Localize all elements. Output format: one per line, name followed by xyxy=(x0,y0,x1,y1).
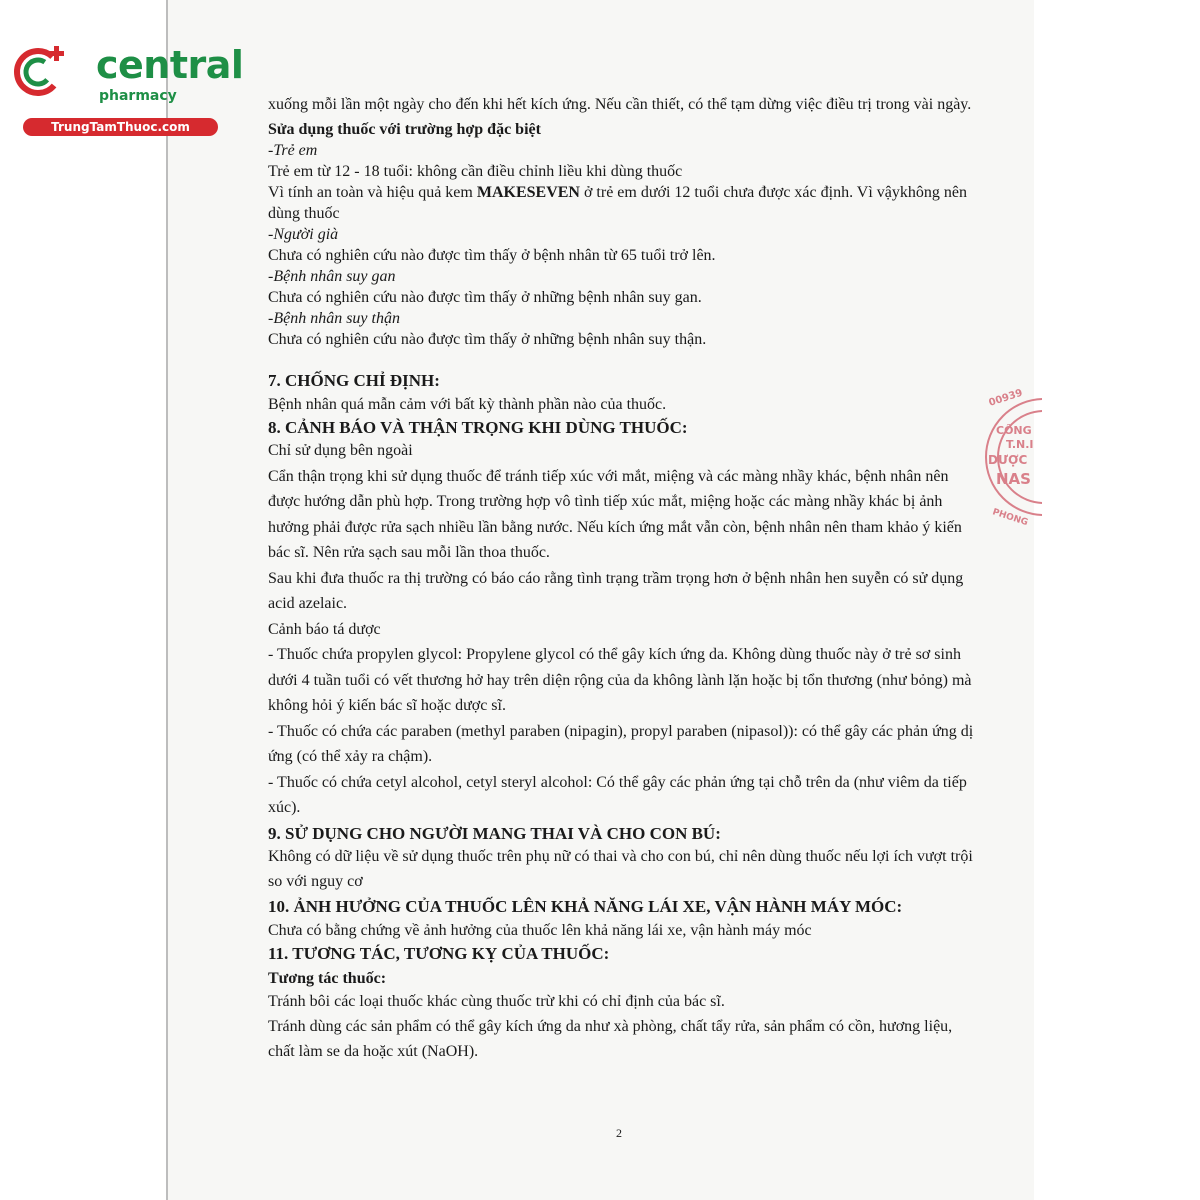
page-number: 2 xyxy=(616,1126,622,1140)
company-stamp xyxy=(982,382,1042,532)
stamp-number: 00939 xyxy=(987,387,1025,409)
section-8-p6: - Thuốc có chứa các paraben (methyl paraben (nipagin), propyl paraben (nipasol)): có thể gây các phản ứng dị ứng (có thể xảy ra chậm). xyxy=(268,722,974,765)
children-text-1: Trẻ em từ 12 - 18 tuổi: không cần điều chỉnh liều khi dùng thuốc xyxy=(268,163,683,180)
section-7-heading: 7. CHỐNG CHỈ ĐỊNH: xyxy=(268,371,440,390)
section-11-p1: Tránh bôi các loại thuốc khác cùng thuốc trừ khi có chỉ định của bác sĩ. xyxy=(268,992,725,1010)
kidney-label: -Bệnh nhân suy thận xyxy=(268,310,400,327)
liver-label: -Bệnh nhân suy gan xyxy=(268,268,396,285)
interactions-subheading: Tương tác thuốc: xyxy=(268,969,387,987)
logo-brand: central xyxy=(96,43,244,87)
stamp-line1: CÔNG xyxy=(996,424,1032,437)
logo-mark-icon xyxy=(10,40,70,100)
elderly-text: Chưa có nghiên cứu nào được tìm thấy ở bệnh nhân từ 65 tuổi trở lên. xyxy=(268,247,716,264)
kidney-text: Chưa có nghiên cứu nào được tìm thấy ở những bệnh nhân suy thận. xyxy=(268,331,707,348)
special-cases-heading: Sửa dụng thuốc với trường hợp đặc biệt xyxy=(268,121,541,138)
section-8-p2: Cẩn thận trọng khi sử dụng thuốc để tránh tiếp xúc với mắt, miệng và các màng nhầy khác, bệnh nhân nên được hướng dẫn phù hợp. Trong trường hợp vô tình tiếp xúc mắt, miệng hoặc các màng nhầy khác bị ảnh hưởng phải được rửa sạch nhiều lần bằng nước. Nếu kích ứng mắt vẫn còn, bệnh nhân nên tham khảo ý kiến bác sĩ. Nên rửa sạch sau mỗi lần thoa thuốc. xyxy=(268,467,962,561)
section-9-heading: 9. SỬ DỤNG CHO NGƯỜI MANG THAI VÀ CHO CON BÚ: xyxy=(268,823,721,843)
central-pharmacy-logo xyxy=(10,36,244,136)
children-label: -Trẻ em xyxy=(268,142,318,159)
section-8-heading: 8. CẢNH BÁO VÀ THẬN TRỌNG KHI DÙNG THUỐC: xyxy=(268,418,688,437)
section-8-p3: Sau khi đưa thuốc ra thị trường có báo cáo rằng tình trạng trầm trọng hơn ở bệnh nhân hen suyễn có sử dụng acid azelaic. xyxy=(268,569,964,612)
paragraph-dosage-continued: xuống mỗi lần một ngày cho đến khi hết kích ứng. Nếu cần thiết, có thể tạm dừng việc điều trị trong vài ngày. xyxy=(268,96,972,113)
logo-subtitle: pharmacy xyxy=(99,88,177,104)
section-9-text: Không có dữ liệu về sử dụng thuốc trên phụ nữ có thai và cho con bú, chỉ nên dùng thuốc nếu lợi ích vượt trội so với nguy cơ xyxy=(268,847,973,890)
section-10-text: Chưa có bằng chứng về ảnh hưởng của thuốc lên khả năng lái xe, vận hành máy móc xyxy=(268,921,812,939)
section-11-heading: 11. TƯƠNG TÁC, TƯƠNG KỴ CỦA THUỐC: xyxy=(268,943,610,963)
section-8-p4: Cảnh báo tá dược xyxy=(268,620,381,638)
section-10-heading: 10. ẢNH HƯỞNG CỦA THUỐC LÊN KHẢ NĂNG LÁI XE, VẬN HÀNH MÁY MÓC: xyxy=(268,896,903,916)
stamp-line4: NAS xyxy=(996,470,1031,488)
stamp-line2: T.N.I xyxy=(1006,438,1034,451)
leaflet-text xyxy=(268,92,978,1064)
section-8-p5: - Thuốc chứa propylen glycol: Propylene glycol có thể gây kích ứng da. Không dùng thuốc này ở trẻ sơ sinh dưới 4 tuần tuổi có vết thương hở hay trên diện rộng của da không lành lặn hoặc bị tổn thương (như bỏng) mà không hỏi ý kiến bác sĩ hoặc dược sĩ. xyxy=(268,646,972,714)
stamp-line3: DƯỢC xyxy=(988,453,1028,467)
liver-text: Chưa có nghiên cứu nào được tìm thấy ở những bệnh nhân suy gan. xyxy=(268,289,702,306)
section-11-p2: Tránh dùng các sản phẩm có thể gây kích ứng da như xà phòng, chất tẩy rửa, sản phẩm có cồn, hương liệu, chất làm se da hoặc xút (NaOH). xyxy=(268,1017,953,1060)
stamp-line5: PHONG xyxy=(991,507,1030,529)
elderly-label: -Người già xyxy=(268,226,339,243)
children-text-2: Vì tính an toàn và hiệu quả kem MAKESEVEN ở trẻ em dưới 12 tuổi chưa được xác định. Vì vậykhông nên dùng thuốc xyxy=(268,184,967,222)
section-7-text: Bệnh nhân quá mẫn cảm với bất kỳ thành phần nào của thuốc. xyxy=(268,396,667,413)
logo-url: TrungTamThuoc.com xyxy=(23,118,218,136)
section-8-p7: - Thuốc có chứa cetyl alcohol, cetyl steryl alcohol: Có thể gây các phản ứng tại chỗ trên da (như viêm da tiếp xúc). xyxy=(268,773,967,816)
section-gap xyxy=(268,350,978,368)
product-name: MAKESEVEN xyxy=(476,184,580,201)
section-8-p1: Chỉ sử dụng bên ngoài xyxy=(268,442,413,459)
